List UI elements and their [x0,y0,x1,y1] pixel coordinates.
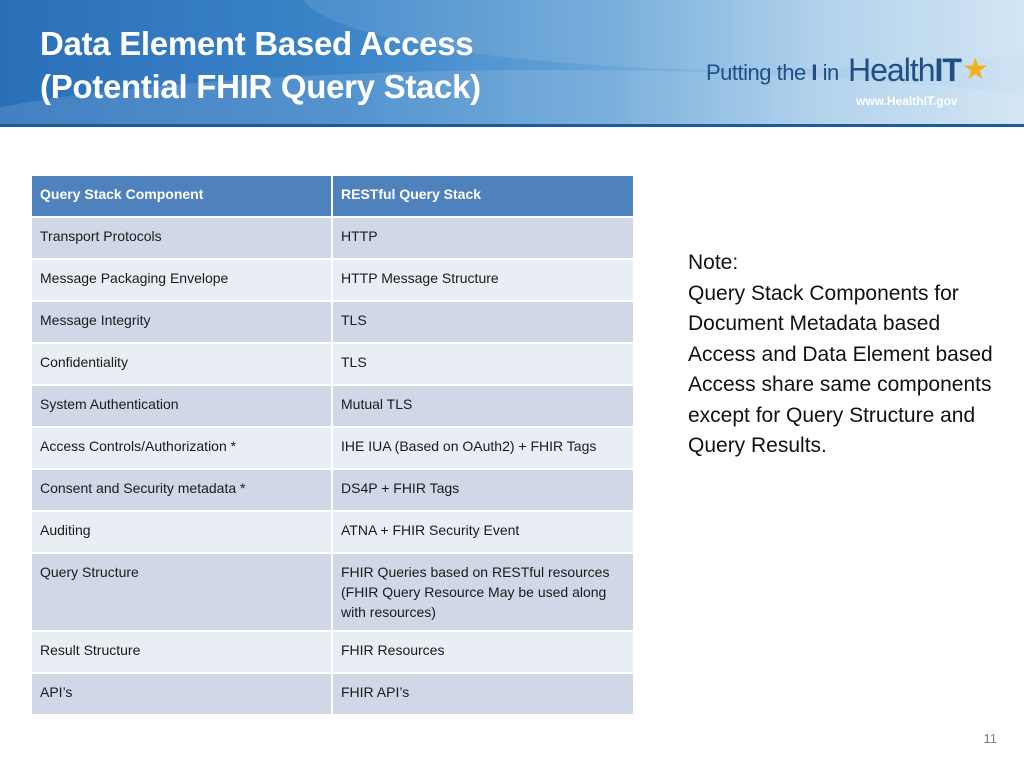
table-cell-component: Auditing [31,511,332,553]
query-stack-table [30,174,635,716]
logo-url: www.HealthIT.gov [856,94,958,108]
table-cell-restful: Mutual TLS [332,385,634,427]
table-row [31,631,634,673]
table-cell-component: Message Packaging Envelope [31,259,332,301]
table-cell-component: Message Integrity [31,301,332,343]
logo-putting-the: Putting the [706,60,806,85]
table-cell-restful: DS4P + FHIR Tags [332,469,634,511]
table-cell-component: Result Structure [31,631,332,673]
logo-it: IT [934,52,961,88]
table-cell-restful: HTTP Message Structure [332,259,634,301]
logo-tagline [706,60,839,86]
table-cell-component: Transport Protocols [31,217,332,259]
table-cell-component: Confidentiality [31,343,332,385]
table-row [31,511,634,553]
table-header-row [31,175,634,217]
header-divider [0,124,1024,127]
table-cell-restful: FHIR API’s [332,673,634,715]
table-row [31,217,634,259]
note-textbox [688,248,998,462]
logo-wordmark [848,52,961,89]
logo-health: Health [848,52,935,88]
table-cell-component: Query Structure [31,553,332,631]
logo-in: in [822,60,839,85]
note-text: Query Stack Components for Document Metadata based Access and Data Element based Access share same components except for Query Structure and Query Results. [688,281,993,457]
slide-title-line-2: (Potential FHIR Query Stack) [40,68,481,105]
table-row [31,673,634,715]
table-cell-restful: TLS [332,343,634,385]
note-label: Note: [688,251,739,274]
healthit-logo [706,52,1006,112]
star-icon: ★ [962,53,989,86]
table-cell-component: Access Controls/Authorization * [31,427,332,469]
table-cell-restful: HTTP [332,217,634,259]
slide-title [40,22,600,108]
table-cell-restful: ATNA + FHIR Security Event [332,511,634,553]
table-cell-restful: TLS [332,301,634,343]
table-row [31,301,634,343]
table-cell-restful: FHIR Queries based on RESTful resources (FHIR Query Resource May be used along with resources) [332,553,634,631]
page-number: 11 [983,731,997,746]
slide-title-line-1: Data Element Based Access [40,25,474,62]
table-cell-component: API’s [31,673,332,715]
table-cell-restful: IHE IUA (Based on OAuth2) + FHIR Tags [332,427,634,469]
table-row [31,385,634,427]
column-header-restful: RESTful Query Stack [332,175,634,217]
table-row [31,553,634,631]
column-header-component: Query Stack Component [31,175,332,217]
table-row [31,343,634,385]
table-cell-component: Consent and Security metadata * [31,469,332,511]
table-row [31,469,634,511]
table-row [31,427,634,469]
table-cell-component: System Authentication [31,385,332,427]
logo-letter-i: I [811,60,817,85]
table-row [31,259,634,301]
table-cell-restful: FHIR Resources [332,631,634,673]
header-banner [0,0,1024,127]
